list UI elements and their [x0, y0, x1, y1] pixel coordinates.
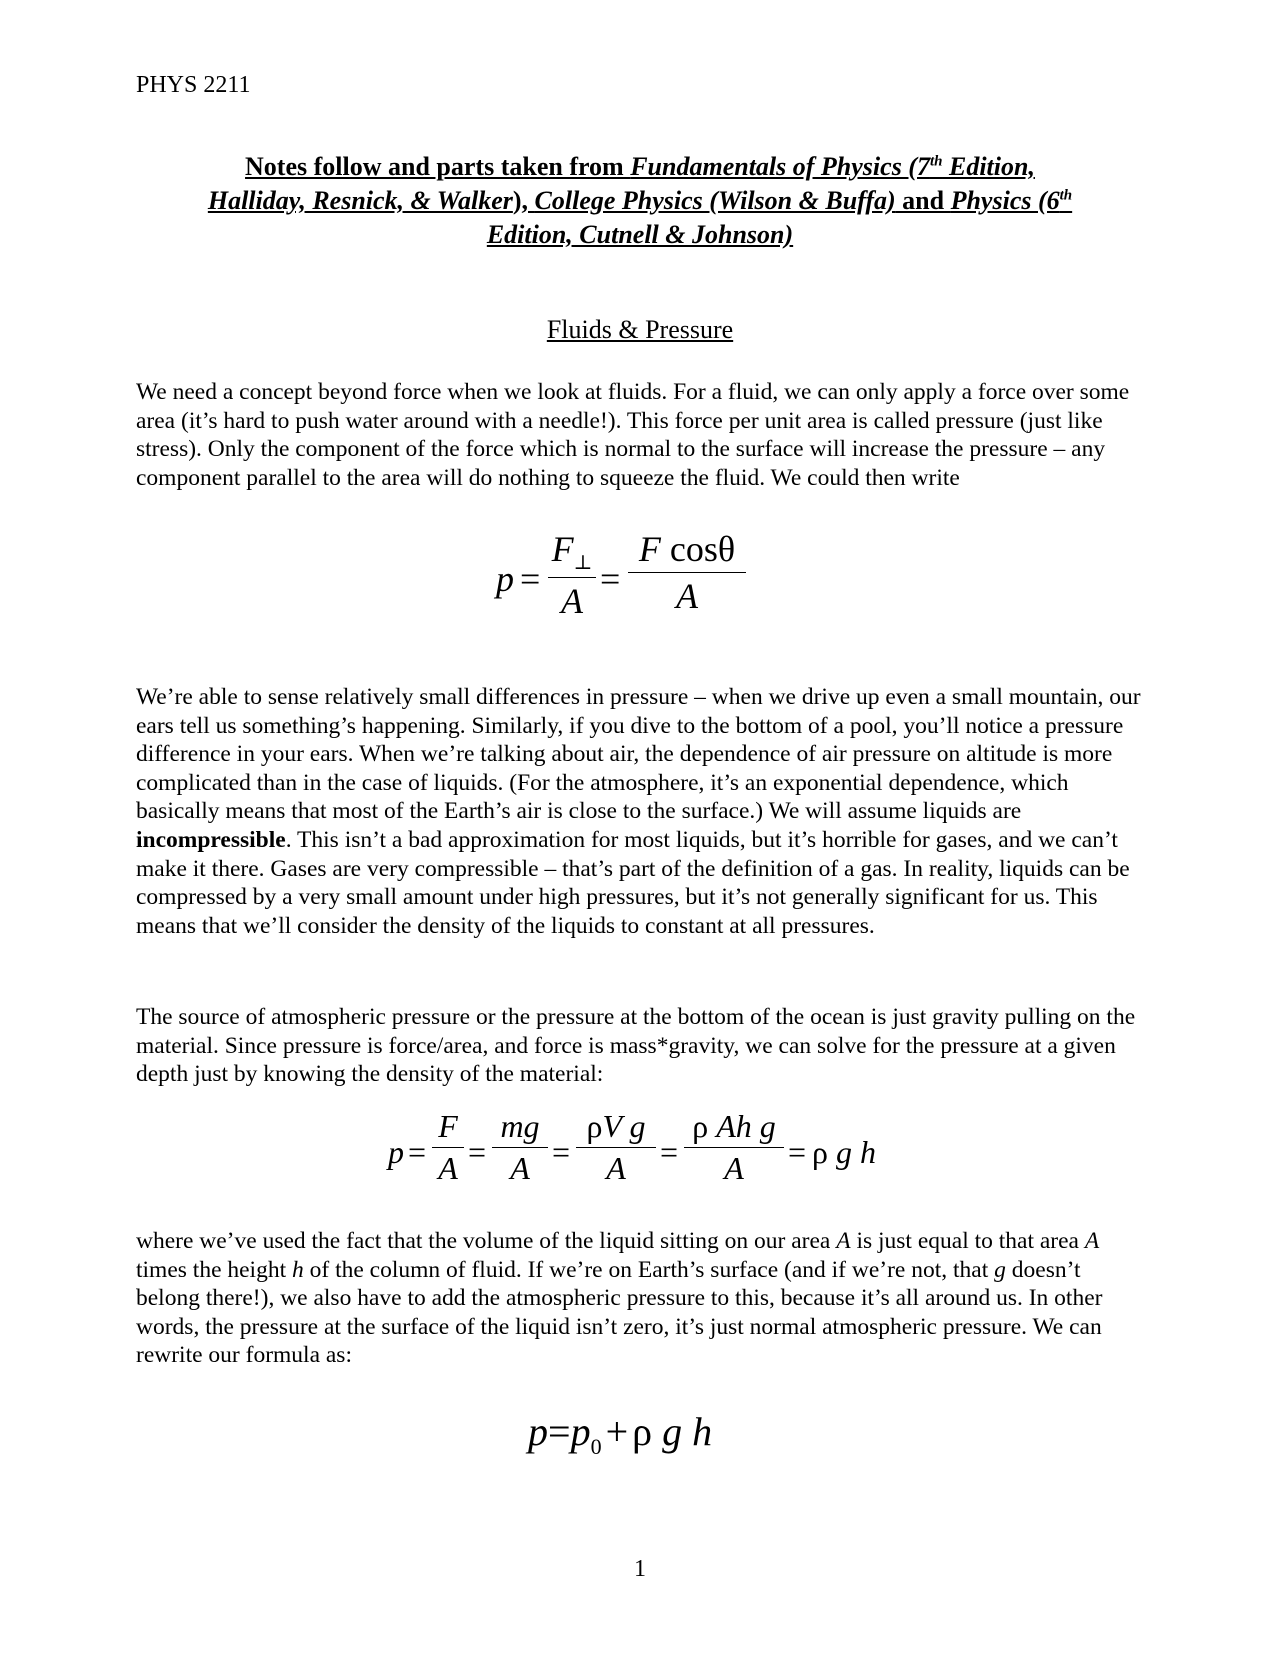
eq2-fraction-3	[576, 1108, 656, 1187]
eq2-den-1: A	[438, 1150, 458, 1186]
eq2-rho-4: ρ	[692, 1108, 709, 1144]
eq1-denominator-1: A	[561, 581, 583, 622]
paragraph-volume-explanation	[136, 1227, 1146, 1370]
eq2-equals-3: =	[552, 1134, 571, 1170]
equation-hydrostatic	[388, 1108, 908, 1192]
eq2-lhs: p	[388, 1134, 404, 1170]
eq2-fraction-4	[684, 1108, 784, 1187]
equation-pressure-definition	[496, 528, 746, 620]
eq2-den-2: A	[510, 1150, 530, 1186]
title-superscript: th	[929, 153, 943, 170]
eq2-equals-1: =	[408, 1134, 427, 1170]
eq1-numerator-1: F	[551, 529, 574, 569]
title-book-1: Fundamentals of Physics (7	[630, 152, 930, 181]
p4-text-b: is just equal to that area	[850, 1228, 1085, 1254]
p4-text-a: where we’ve used the fact that the volume of the liquid sitting on our area	[136, 1228, 837, 1254]
eq1-equals: =	[520, 559, 541, 599]
eq2-tail-rho: ρ	[812, 1134, 828, 1170]
eq2-den-4: A	[724, 1150, 744, 1186]
eq3-plus: +	[605, 1409, 629, 1454]
document-title	[130, 150, 1150, 252]
eq1-fraction-1	[548, 528, 596, 622]
eq1-cos: cosθ	[669, 529, 736, 569]
eq3-p0: p	[570, 1409, 591, 1454]
p2-text-b: . This isn’t a bad approximation for most liquids, but it’s horrible for gases, and we can’t make it there. Gases are very compressible – that’s part of the definition of a gas. In reality, liquids can be compressed by a very small amount under high pressures, but it’s not generally significant for us. This means that we’ll consider the density of the liquids to constant at all pressures.	[136, 826, 1130, 939]
eq3-equals: =	[548, 1409, 571, 1454]
eq2-num-2: mg	[500, 1108, 540, 1144]
eq1-lhs: p	[496, 559, 514, 599]
p4-var-A: A	[836, 1228, 851, 1254]
eq2-num-3: V g	[602, 1108, 646, 1144]
paragraph-atmospheric: The source of atmospheric pressure or the pressure at the bottom of the ocean is just gravity pulling on the material. Since pressure is force/area, and force is mass*gravity, we can solve for the pressure at a given depth just by knowing the density of the material:	[136, 1004, 1136, 1088]
eq2-fraction-1	[432, 1108, 464, 1187]
title-edition: Edition,	[942, 152, 1035, 181]
eq2-num-1: F	[438, 1108, 458, 1144]
title-authors-1: Halliday, Resnick, & Walker	[207, 186, 513, 215]
title-line-2	[130, 184, 1150, 218]
p4-var-h: h	[292, 1256, 304, 1283]
eq2-den-3: A	[606, 1150, 626, 1186]
eq1-denominator-2: A	[676, 576, 698, 616]
paragraph-intro: We need a concept beyond force when we look at fluids. For a fluid, we can only apply a force over some area (it’s hard to push water around with a needle!). This force per unit area is called pressure (just like stress). Only the component of the force which is normal to the surface will increase the pressure – any component parallel to the area will do nothing to squeeze the fluid. We could then write	[136, 379, 1130, 491]
eq1-perp: ⊥	[573, 552, 593, 575]
eq2-rho-3: ρ	[586, 1108, 603, 1144]
p4-text-e: doesn’t belong there!), we also have to add the atmospheric pressure to this, because it’s all around us. In other words, the pressure at the surface of the liquid isn’t zero, it’s just normal atmospheric pressure. We can rewrite our formula as:	[136, 1256, 1103, 1369]
p4-text-c: times the height	[136, 1256, 292, 1283]
p2-text-a: We’re able to sense relatively small differences in pressure – when we drive up even a small mountain, our ears tell us something’s happening. Similarly, if you dive to the bottom of a pool, you’ll notice a pressure difference in your ears. When we’re talking about air, the dependence of air pressure on altitude is more complicated than in the case of liquids. (For the atmosphere, it’s an exponential dependence, which basically means that most of the Earth’s air is close to the surface.) We will assume liquids are	[136, 684, 1141, 825]
eq1-numerator-2: F	[638, 529, 661, 569]
eq2-fraction-2	[492, 1108, 548, 1187]
paragraph-pressure-sense	[136, 683, 1146, 940]
title-book-2: College Physics (Wilson & Buffa)	[534, 186, 896, 215]
title-superscript-2: th	[1059, 187, 1073, 204]
page-number: 1	[634, 1556, 646, 1582]
eq3-p0-sub: 0	[590, 1434, 602, 1459]
section-title: Fluids & Pressure	[546, 315, 734, 344]
title-book-3: Physics (6	[950, 186, 1060, 215]
eq2-tail: g h	[836, 1134, 876, 1170]
title-line-3	[130, 218, 1150, 252]
p4-var-g: g	[994, 1256, 1006, 1283]
equation-total-pressure	[528, 1408, 768, 1458]
eq1-equals-2: =	[600, 559, 621, 599]
p2-bold-term: incompressible	[136, 826, 286, 853]
title-sep: ),	[512, 186, 535, 215]
title-and: and	[895, 186, 951, 215]
eq3-lhs: p	[528, 1409, 548, 1454]
eq3-gh: g h	[662, 1409, 713, 1454]
course-header: PHYS 2211	[136, 72, 251, 98]
p4-text-d: of the column of fluid. If we’re on Earth’s surface (and if we’re not, that	[303, 1256, 995, 1283]
title-authors-3: Edition, Cutnell & Johnson)	[486, 220, 794, 249]
eq2-equals-2: =	[468, 1134, 487, 1170]
eq2-equals-5: =	[788, 1134, 807, 1170]
eq2-num-4: Ah g	[716, 1108, 776, 1144]
eq1-fraction-2	[628, 528, 746, 617]
title-text: Notes follow and parts taken from	[245, 152, 631, 181]
p4-var-A2: A	[1084, 1228, 1100, 1254]
eq2-equals-4: =	[660, 1134, 679, 1170]
title-line-1	[130, 150, 1150, 184]
eq3-rho: ρ	[632, 1409, 653, 1454]
